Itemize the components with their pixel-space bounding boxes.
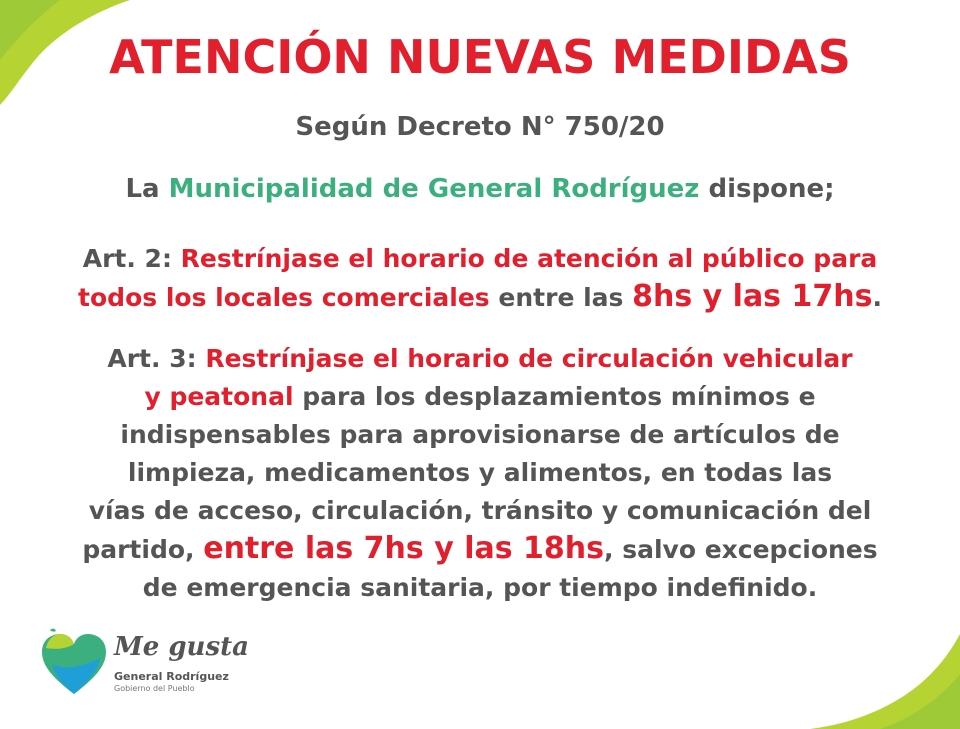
art3-line-3: indispensables para aprovisionarse de artículos de <box>120 420 840 449</box>
art3-line-4: limpieza, medicamentos y alimentos, en todas las <box>127 458 833 487</box>
art3-line-2 <box>40 378 920 416</box>
logo-tagline: Gobierno del Pueblo <box>114 684 195 693</box>
art3-line-6 <box>40 530 920 569</box>
art3-pedestrian: y peatonal <box>144 382 294 411</box>
art3-line-6-start: partido, <box>82 535 204 564</box>
art2-scope: todos los locales comerciales <box>78 283 490 312</box>
art2-end: . <box>872 283 882 312</box>
art2-line-1 <box>40 240 920 278</box>
art3-line-7: de emergencia sanitaria, por tiempo indefinido. <box>142 573 818 602</box>
art2-restriction: Restrínjase el horario de atención al público para <box>180 244 878 273</box>
article-3 <box>40 340 920 607</box>
art3-line-1 <box>40 340 920 378</box>
intro-prefix: La <box>125 174 169 204</box>
art3-line-2-rest: para los desplazamientos mínimos e <box>293 382 816 411</box>
article-2 <box>40 240 920 317</box>
art3-restriction: Restrínjase el horario de circulación vehicular <box>205 344 853 373</box>
decree-subtitle: Según Decreto N° 750/20 <box>295 112 665 142</box>
art3-hours: entre las 7hs y las 18hs <box>203 531 604 566</box>
municipality-name: Municipalidad de General Rodríguez <box>168 174 700 204</box>
art3-line-5: vías de acceso, circulación, tránsito y comunicación del <box>88 496 872 525</box>
heart-logo-icon <box>40 628 108 698</box>
logo-title: Me gusta <box>114 632 249 662</box>
art3-label: Art. 3: <box>107 344 206 373</box>
art2-between: entre las <box>489 283 633 312</box>
art2-hours: 8hs y las 17hs <box>632 279 873 314</box>
art2-label: Art. 2: <box>82 244 181 273</box>
intro-line <box>0 174 960 204</box>
corner-decoration-bottom-right <box>810 629 960 729</box>
art3-line-6-end: , salvo excepciones <box>604 535 878 564</box>
page-title: ATENCIÓN NUEVAS MEDIDAS <box>109 30 851 84</box>
intro-suffix: dispone; <box>699 174 835 204</box>
art2-line-2 <box>40 278 920 317</box>
logo-name: General Rodríguez <box>114 670 229 683</box>
municipality-logo <box>40 628 249 698</box>
